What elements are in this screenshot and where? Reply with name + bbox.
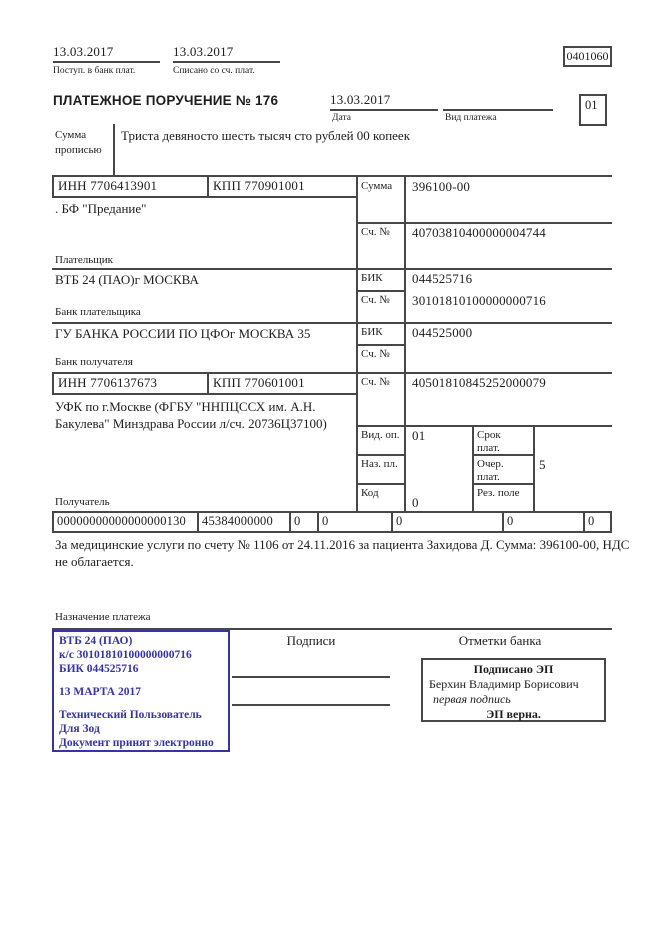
payer-account-label: Сч. №	[361, 226, 390, 238]
ep-valid-text: ЭП верна.	[486, 707, 541, 721]
payee-kpp: КПП 770601001	[213, 375, 305, 390]
amount-words-value: Триста девяносто шесть тысяч сто рублей 00 копеек	[121, 128, 411, 143]
codes-cell-type: 0	[588, 514, 595, 528]
payee-inn: ИНН 7706137673	[58, 375, 158, 390]
payer-bank-name: ВТБ 24 (ПАО)г МОСКВА	[55, 272, 199, 287]
signatures-label: Подписи	[286, 633, 336, 648]
stamp-date: 13 МАРТА 2017	[59, 686, 141, 698]
payer-name: . БФ "Предание"	[55, 201, 147, 216]
payer-bank-label: Банк плательщика	[55, 306, 141, 318]
vid-op-value: 01	[412, 428, 426, 443]
payer-kpp: КПП 770901001	[213, 178, 305, 193]
payment-purpose-label: Назначение платежа	[55, 611, 151, 623]
document-date: 13.03.2017	[330, 92, 438, 111]
codes-cell-number: 0	[396, 514, 403, 528]
stamp-bik: БИК 044525716	[59, 663, 139, 675]
payment-purpose-text: За медицинские услуги по счету № 1106 от 24.11.2016 за пациента Захидова Д. Сумма: 396100-00, НДС не облагается.	[55, 537, 630, 569]
payer-inn: ИНН 7706413901	[58, 178, 158, 193]
payment-kind-line	[443, 109, 553, 111]
signature-line-1	[232, 676, 390, 678]
document-title: ПЛАТЕЖНОЕ ПОРУЧЕНИЕ № 176	[53, 93, 279, 108]
sum-row-line	[356, 222, 612, 224]
vid-op-label: Вид. оп.	[361, 429, 400, 441]
payer-section-line	[52, 268, 612, 270]
codes-cell-date: 0	[507, 514, 514, 528]
codes-cell-basis: 0	[294, 514, 301, 528]
payee-inn-row-bottom-line	[52, 393, 358, 395]
codes-row-border-7	[610, 511, 612, 533]
rez-pole-label: Рез. поле	[477, 487, 520, 499]
inn-row-bottom-line	[52, 196, 358, 198]
amount-words-label: Сумма прописью	[55, 129, 102, 156]
stamp-accepted: Документ принят электронно	[59, 737, 214, 749]
payee-name: УФК по г.Москве (ФГБУ "ННПЦССХ им. А.Н. Бакулева" Минздрава России л/сч. 20736Ц37100)	[55, 399, 327, 431]
codes-row-border-1	[197, 511, 199, 533]
inn-cell-left-border	[52, 175, 54, 198]
codes-cell-oktmo: 45384000000	[202, 514, 273, 528]
payment-kind-label: Вид платежа	[445, 113, 497, 123]
payer-account: 40703810400000004744	[412, 225, 546, 240]
bank-stamp-box	[52, 630, 230, 752]
payee-bank-bik-label: БИК	[361, 326, 383, 338]
payee-bank-name: ГУ БАНКА РОССИИ ПО ЦФОг МОСКВА 35	[55, 326, 311, 341]
document-date-label: Дата	[332, 113, 351, 123]
operation-table-top-line	[356, 425, 612, 427]
stamp-bank-name: ВТБ 24 (ПАО)	[59, 635, 133, 647]
codes-row-border-3	[317, 511, 319, 533]
codes-cell-kbk: 00000000000000000130	[57, 514, 186, 528]
kod-label: Код	[361, 487, 379, 499]
payer-bank-bik-label: БИК	[361, 272, 383, 284]
payee-account: 40501810845252000079	[412, 375, 546, 390]
kod-value: 0	[412, 495, 419, 510]
codes-cell-period: 0	[322, 514, 329, 528]
payee-label: Получатель	[55, 496, 110, 508]
sum-label: Сумма	[361, 180, 393, 192]
debited-from-account-label: Списано со сч. плат.	[173, 66, 255, 76]
payee-bank-bik-row-line	[356, 344, 406, 346]
ocher-plat-value: 5	[539, 457, 546, 472]
operation-col2-divider	[472, 425, 474, 513]
ocher-plat-label: Очер. плат.	[477, 458, 504, 483]
codes-row-border-4	[391, 511, 393, 533]
payee-account-label: Сч. №	[361, 376, 390, 388]
payer-bank-bik-row-line	[356, 290, 406, 292]
payer-bank-account-label: Сч. №	[361, 294, 390, 306]
sum-value: 396100-00	[412, 179, 471, 194]
electronic-signature-stamp	[421, 658, 606, 722]
codes-row-border-6	[583, 511, 585, 533]
codes-row-bottom-line	[52, 531, 612, 533]
signature-line-2	[232, 704, 390, 706]
payee-bank-bik: 044525000	[412, 325, 473, 340]
ep-title: Подписано ЭП	[473, 662, 554, 676]
payee-section-line	[52, 511, 612, 513]
stamp-user: Технический Пользователь Для Зод	[59, 709, 202, 735]
codes-row-border-2	[289, 511, 291, 533]
vid-op-row-line	[356, 454, 406, 456]
payee-bank-section-line	[52, 372, 612, 374]
inn-kpp-divider	[207, 175, 209, 198]
payee-bank-account-label: Сч. №	[361, 348, 390, 360]
payer-label: Плательщик	[55, 254, 113, 266]
naz-pl-row-line	[356, 483, 406, 485]
payer-bank-bik: 044525716	[412, 271, 473, 286]
ep-signature-kind: первая подпись	[433, 692, 511, 706]
payee-bank-label: Банк получателя	[55, 356, 133, 368]
operation-col2-value-divider	[533, 425, 535, 513]
srok-plat-label: Срок плат.	[477, 429, 501, 454]
ep-signer-name: Берхин Владимир Борисович	[429, 677, 579, 691]
amount-words-divider	[113, 124, 115, 175]
codes-row-border-0	[52, 511, 54, 533]
payee-inn-kpp-divider	[207, 372, 209, 395]
payee-inn-cell-left-border	[52, 372, 54, 395]
payer-bank-account: 30101810100000000716	[412, 293, 546, 308]
payer-bank-section-line	[52, 322, 612, 324]
table-line-top	[52, 175, 612, 177]
bank-marks-label: Отметки банка	[458, 633, 542, 648]
codes-row-border-5	[502, 511, 504, 533]
debited-from-account-date: 13.03.2017	[173, 44, 280, 63]
received-in-bank-date: 13.03.2017	[53, 44, 160, 63]
stamp-corr-account: к/с 30101810100000000716	[59, 649, 192, 661]
received-in-bank-label: Поступ. в банк плат.	[53, 66, 136, 76]
payer-status-box: 01	[579, 94, 607, 126]
naz-pl-label: Наз. пл.	[361, 458, 398, 470]
form-code-box: 0401060	[563, 46, 612, 67]
